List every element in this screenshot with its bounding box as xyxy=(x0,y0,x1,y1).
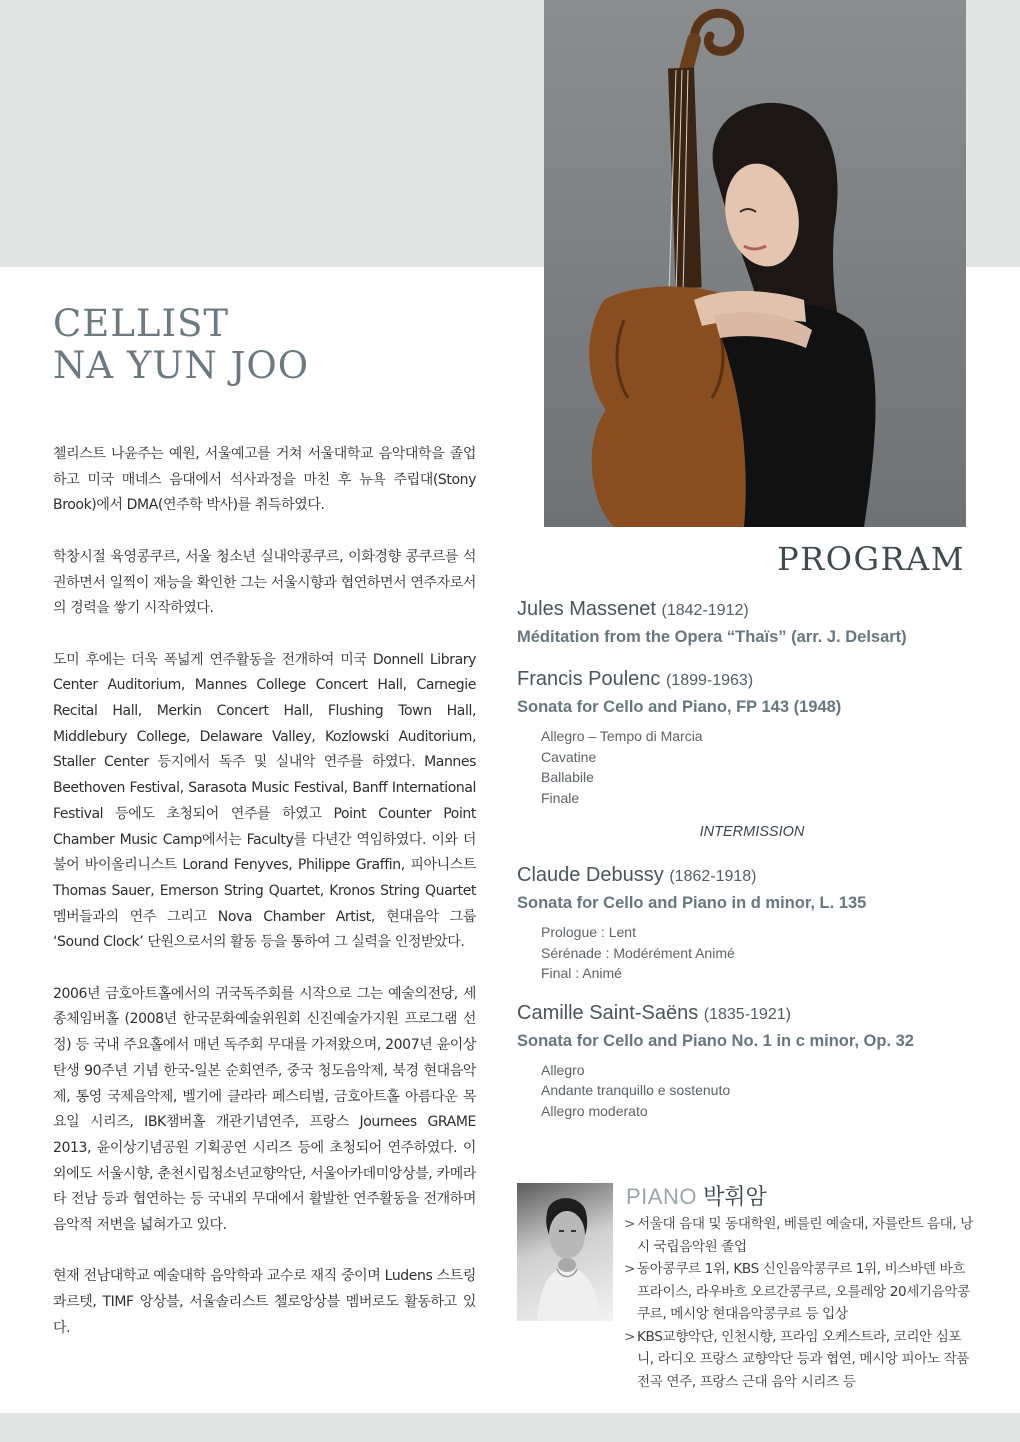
composer-name: Camille Saint-Saëns xyxy=(517,1001,699,1024)
movement-item: Allegro moderato xyxy=(541,1102,648,1119)
program-piece xyxy=(517,1000,977,1122)
bio-paragraph: 첼리스트 나윤주는 예원, 서울예고를 거쳐 서울대학교 음악대학을 졸업하고 미국 매네스 음대에서 석사과정을 마친 후 뉴욕 주립대(Stony Brook)에서 DMA(연주학 박사)를 취득하였다. xyxy=(53,446,476,514)
pianist-bio-item: > KBS교향악단, 인천시향, 프라임 오케스트라, 코리안 심포니, 라디오 프랑스 교향악단 등과 협연, 메시앙 피아노 작품 전곡 연주, 프랑스 근대 음악 시리즈 등 xyxy=(624,1326,974,1394)
composer-name: Jules Massenet xyxy=(517,598,656,620)
composer-line xyxy=(517,862,977,890)
title-line-2: NA YUN JOO xyxy=(53,344,310,387)
movement-item: Andante tranquillo e sostenuto xyxy=(541,1082,731,1098)
page-title xyxy=(53,303,309,387)
program-piece xyxy=(517,596,977,650)
composer-years: (1842-1912) xyxy=(661,602,749,619)
program-list xyxy=(517,596,977,1137)
bio-paragraph: 도미 후에는 더욱 폭넓게 연주활동을 전개하여 미국 Donnell Library Center Auditorium, Mannes College Concert Hall, Carnegie Recital Hall, Merkin Concert Hall, Flushing Town Hall, Middlebury College, Delaware Valley, Kozlowski Auditorium, Staller Center 등지에서 독주 및 실내악 연주를 하였다. Mannes Beethoven Festival, Sarasota Music Festival, Banff International Festival 등에도 초청되어 연주를 하였고 Point Counter Point Chamber Music Camp에서는 Faculty를 다년간 역임하였다. 이와 더불어 바이올리니스트 Lorand Fenyves, Philippe Graffin, 피아니스트 Thomas Sauer, Emerson String Quartet, Kronos String Quartet 멤버들과의 연주 그리고 Nova Chamber Artist, 현대음악 그룹 ‘Sound Clock’ 단원으로서의 활동 등을 통하여 그 실력을 인정받았다. xyxy=(53,651,476,951)
cellist-photo xyxy=(544,0,966,527)
composer-name: Francis Poulenc xyxy=(517,668,661,690)
program-heading: PROGRAM xyxy=(777,540,965,578)
work-title: Sonata for Cello and Piano, FP 143 (1948) xyxy=(517,698,842,716)
movement-list xyxy=(541,922,977,984)
pianist-bio-item: > 서울대 음대 및 동대학원, 베를린 예술대, 자를란트 음대, 낭시 국립음악원 졸업 xyxy=(624,1213,974,1258)
composer-line xyxy=(517,666,977,694)
bio-paragraph: 2006년 금호아트홀에서의 귀국독주회를 시작으로 그는 예술의전당, 세종체임버홀 (2008년 한국문화예술위원회 신진예술가지원 프로그램 선정) 등 국내 주요홀에서 매년 독주회 무대를 가져왔으며, 2007년 윤이상 탄생 90주년 기념 한국-일본 순회연주, 중국 청도음악제, 북경 현대음악제, 통영 국제음악제, 벨기에 클라라 페스티벌, 금호아트홀 아름다운 목요일 시리즈, IBK챔버홀 개관기념연주, 프랑스 Journees GRAME 2013, 윤이상기념공원 기획공연 시리즈 등에 초청되어 연주하였다. 이외에도 서울시향, 춘천시립청소년교향악단, 서울아카데미앙상블, 카메라타 전남 등과 협연하는 등 국내외 무대에서 활발한 연주활동을 전개하며 음악적 저변을 넓혀가고 있다. xyxy=(53,985,476,1234)
movement-item: Final : Animé xyxy=(541,965,622,981)
movement-item: Finale xyxy=(541,789,580,806)
movement-item: Prologue : Lent xyxy=(541,924,636,940)
cellist-bio xyxy=(53,442,476,1367)
composer-years: (1899-1963) xyxy=(665,672,754,689)
piano-label: PIANO xyxy=(626,1184,697,1209)
movement-item: Sérénade : Modérément Animé xyxy=(541,944,735,961)
movement-item: Cavatine xyxy=(541,748,597,765)
movement-item: Allegro xyxy=(541,1061,585,1078)
pianist-photo xyxy=(517,1183,613,1321)
work-title: Méditation from the Opera “Thaïs” (arr. J. Delsart) xyxy=(517,628,907,646)
bio-paragraph: 학창시절 육영콩쿠르, 서울 청소년 실내악콩쿠르, 이화경향 콩쿠르를 석권하면서 일찍이 재능을 확인한 그는 서울시향과 협연하면서 연주자로서의 경력을 쌓기 시작하였다. xyxy=(53,548,476,617)
composer-line xyxy=(517,596,977,624)
work-title: Sonata for Cello and Piano in d minor, L. 135 xyxy=(517,894,867,912)
pianist-bio xyxy=(624,1213,974,1393)
movement-list xyxy=(541,726,977,808)
intermission-label: INTERMISSION xyxy=(699,824,805,840)
program-piece xyxy=(517,666,977,808)
composer-years: (1835-1921) xyxy=(703,1005,791,1023)
bio-paragraph: 현재 전남대학교 예술대학 음악학과 교수로 재직 중이며 Ludens 스트링 콰르텟, TIMF 앙상블, 서울솔리스트 첼로앙상블 멤버로도 활동하고 있다. xyxy=(53,1268,476,1336)
composer-years: (1862-1918) xyxy=(669,868,757,885)
composer-line xyxy=(517,1000,977,1028)
movement-item: Allegro – Tempo di Marcia xyxy=(541,728,703,744)
program-piece xyxy=(517,862,977,984)
pianist-name: 박휘암 xyxy=(702,1185,767,1210)
footer-band xyxy=(0,1413,1020,1442)
composer-name: Claude Debussy xyxy=(517,864,664,886)
movement-item: Ballabile xyxy=(541,769,594,785)
pianist-bio-item: > 동아콩쿠르 1위, KBS 신인음악콩쿠르 1위, 비스바덴 바흐프라이스, 라우바흐 오르간콩쿠르, 오를레앙 20세기음악콩쿠르, 메시앙 현대음악콩쿠르 등 입상 xyxy=(624,1258,974,1326)
pianist-heading xyxy=(626,1180,767,1211)
title-line-1: CELLIST xyxy=(53,302,230,345)
work-title: Sonata for Cello and Piano No. 1 in c minor, Op. 32 xyxy=(517,1031,914,1050)
movement-list xyxy=(541,1060,977,1122)
